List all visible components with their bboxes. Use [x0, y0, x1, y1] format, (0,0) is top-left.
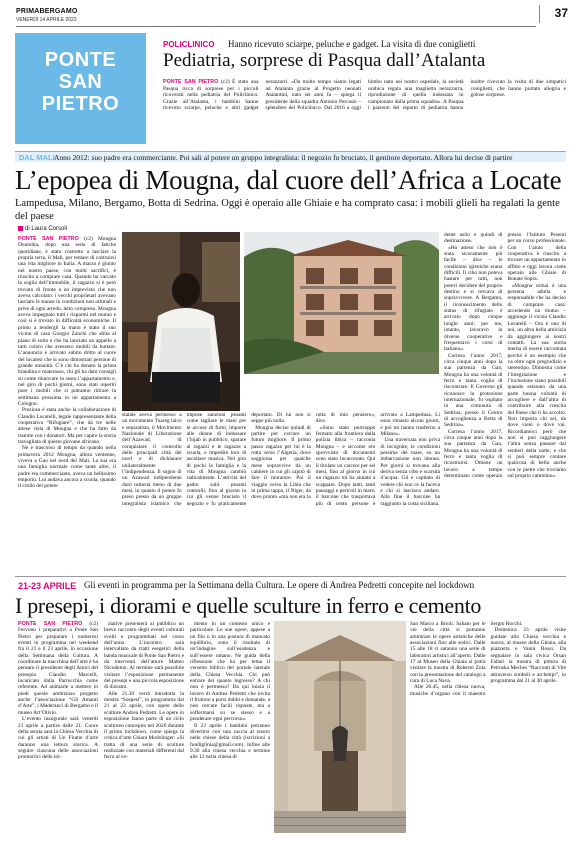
- dateline-code: (c2): [84, 236, 93, 242]
- presepi-columns-right: [410, 621, 566, 833]
- dateline-code: (c2): [220, 79, 230, 85]
- main-kicker: DAL MALI: [19, 153, 55, 162]
- dateline: PONTE SAN PIETRO: [18, 621, 83, 627]
- article-paragraph: dente asilo e quindi di destinazione.: [444, 232, 503, 245]
- article-paragraph: «Sono stato purtroppo fermato alla frontiera dalla polizia libica – racconta Mougna – e siccome ero sprovvisto di documenti sono stato incarcerato. Qui il titolato un carcere per sei mesi, fino al giorno in cui un ragazzo mi ha aiutato a scappare. Dopo tanti, tanti passaggi e pericoli in mare, il barcone che trasportava più di cento persone è arrivato a Lampedusa. Lì sono rimasto alcuni giorni, e poi mi hanno trasferito a Milano».: [315, 412, 440, 507]
- section-label-line: SAN: [58, 71, 103, 93]
- paragraph-text: È stato una Pasqua ricca di sorprese per i piccoli ricoverati nella pediatria del Policlinico. Grazie all’Atalanta, i bambini hanno ricevuto sciarpe, peluche e altri gadget nerazzurri. «Da molto tempo siamo legati ad Atalanta grazie al Progetto neonati Atalantini, nato sei anni fa – spiega il presidente della squadra Antonio Percassi – splendore del Policlinico. Dal 2016 a oggi bimbo nato nei nostro ospedale, la società orobica regala una maglietta nerazzurra, riproduzione di quella indossata in campionato dalla prima squadra». A Pasqua i pazienti del reparto di pediatria hanno inoltre ricevuto la visita di due simpatici coniglietti, che hanno portato allegria e golose sorprese.: [163, 79, 566, 111]
- dateline-code: (c2): [89, 621, 98, 627]
- sculpture-illustration: [274, 621, 406, 833]
- article-paragraph: Ne è trascorso di tempo da quando nella primavera 2012 Mougna, allora ventenne, viveva a Gao nel nord del Mali. La sua era una famiglia normale come tante altre, il padre era commerciante, aveva un bellissimo emporio. Lui andava ancora a scuola, quando il crollo del potere: [18, 445, 116, 490]
- article-paragraph: San Marco a Brioli. Sabato per le vie della città si potranno ammirare le opere artistiche delle associazioni fino alle sedici. Dalle 15 alle 18 ci saranno una serie di laboratori artistici all’aperto. Dalle 17 al Museo della Ghiaia si potrà visitare la mostra di Roberto Zola con la presentazione del catalogo a cura di Luca Nava.: [410, 621, 486, 685]
- article-paragraph: ziative presenterà al pubblico un breve racconto degli eventi culturali svolti e programmati nel corso dell’anno. L’incontro sarà intervallato da tratti esegetici della banda musicale di Ponte San Pietro e da interventi dell’attore Matteo Nicodemo. Al termine sarà possibile visitare l’esposizione permanente del presepi e una piccola esposizione di diorami.: [104, 621, 184, 691]
- article-paragraph: Alle 21.30 verrà introdotta la mostra “Sospesi”, in programma dal 21 al 23 aprile, con opere dello scultore Andrea Pedretti. Le opere in esposizione fanno parte di un ciclo scultoreo concepito nel 2020 durante il primo lockdown, come spiega la critica d’arte Chiara Modolinger: «Si tratta di una serie di sculture realizzate con materiali differenti dal ferro al ce-: [104, 690, 184, 761]
- paragraph-text: Fervono i preparativi a Ponte San Pietro per preparare i numerosi eventi in programma nel weekend fra il 21 e il 23 aprile, in occasione della Settimana della Cultura. A coordinare la macchina dell’arte è ha pensato il presidente degli Amici del presepio Claudio Marcelli, incaricato dalla Parrocchia come referente. Ad animarle a mettere in piedi questo ambizioso progetto anche l’associazione “Gli Amanti d’Arte”, i Maderanci di Bergamo e il museo Art’Olivio.: [18, 627, 98, 716]
- byline-text: di Laura Corsoli: [25, 226, 68, 232]
- newspaper-name: PRIMABERGAMO: [16, 8, 78, 15]
- policlinico-body: [163, 79, 566, 143]
- presepi-subhead: Gli eventi in programma per la Settimana della Cultura. Le opere di Andrea Pedretti concepite nel lockdown: [84, 580, 475, 590]
- main-column-1: [18, 236, 116, 568]
- dateline: PONTE SAN PIETRO: [163, 79, 219, 85]
- article-paragraph: L’evento inaugurale sarà venerdì 21 aprile a partire dalle 21. Cuore della serata sarà la Chiesa Vecchia di cui gli artisti di Un Fiume d’arte daranno una lettura storica. A seguire ciascuna delle associazioni promotrici delle ini-: [18, 716, 98, 761]
- byline-marker-icon: [18, 226, 23, 231]
- building-illustration: [244, 232, 439, 374]
- page-number: 37: [554, 6, 568, 20]
- section-label: [15, 49, 146, 115]
- section-label-line: PIETRO: [41, 93, 120, 115]
- policlinico-subhead: Hanno ricevuto sciarpe, peluche e gadget. La visita di due coniglietti: [228, 39, 476, 49]
- building-photo: [244, 232, 439, 374]
- article-paragraph: Corresa l’anno 2017, circa cinque anni dopo la sua partenza da Gao, Mougna ha una volontà di ferro e tanta voglia di ricostruirsi. Ottiene un lavoro a tempo determinato come operaio presso l’Istituto Pesenti per un corso professionale. Con l’aiuto della cooperativa è riuscito a trovare un appartamento in affitto e oggi lavora come operaio alle Ghiaie di Bonate Sopra.: [444, 232, 566, 480]
- article-paragraph: Domenica 23 aprile visite guidate alla Chiesa vecchia e nuova, al museo della Ghiaia, alla piazzetta e Vanni Rossi. Da segnalare in sala civica Orsan Fallari la mostra di pittura di Petruska Meches “Racconti di Vite attraverso simboli e archetipi”, in programma dal 21 al 30 aprile.: [490, 627, 566, 685]
- paragraph-text: Mougna Doumbia, dopo una serie di fatiche quotidiane, è stato costretto a lasciare la propria terra, il Mali, per tentare di costruirsi una vita migliore in Italia. A marzo è giunto nel nostro paese, con molti sacrifici, è riuscito a comprare casa. Quando ha varcato la soglia dell’immobile, il ragazzo si è però trovato di fronte a un imprevisto che non aveva calcolato: i vecchi proprietari avevano lasciato le stanze in condizioni non ottimali e prive di ogni arredo, letto compreso. Mougna aveva impegnato tutti i risparmi nel mutuo e così si è trovato in difficoltà economiche. Il primo a tendergli la mano è stato il suo vicino di casa Giorgio Zanchi che abita al piano di sotto e che ha lanciato un appello a tutti coloro che avessero mobili da buttare. L’annuncio è arrivato subito dritto al cuore dei locatesi che si sono dimostrati persone di grande umanità. C’è chi ha donato la prima brandina e materasso, chi gli ha dato consigli su come rinnovare in sesto l’appartamento e, nel giro di pochi giorni, sono stati reperiti pure i mobili che si potranno ritirare la settimana prossima in un appartamento a Cologno.: [18, 236, 116, 407]
- article-paragraph: Il 22 aprile i bambini potranno divertirsi con una caccia al tesoro nelle chiese della città (iscrizioni a fundiglinia@gmail.com). Infine alle 9.30 alla chiesa vecchia e termine alle 12 nella chiesa di: [190, 722, 270, 761]
- portrait-illustration: [122, 232, 240, 411]
- section-label-line: PONTE: [44, 49, 117, 71]
- article-paragraph: «Ho atteso che non è stata sicuramente più facile – dice – le condizioni igieniche erano difficili. Il cibo non poteva bastare per tutti, non potevi decidere del proprio destino e si cercava di sopravvivere. A Bergamo, il riconoscimento dello status di rifugiato è arrivato dopo cinque lunghi anni: per me, intanto, lavoravo in diverse cooperative e frequentavo i corsi di italiano».: [444, 244, 503, 353]
- article-paragraph: Una traversata non priva di incognite, le condizioni pessime del mare, su un imbarcazione non idonea. Per giorni si trovano alla deriva senza cibo e scarsità d’acqua. Gli è capitato di vedere chi non ce la faceva e chi si lasciava andare. Alla fine il barcone ha raggiunto la costa siciliana.: [380, 437, 440, 507]
- page-header: [0, 0, 580, 32]
- issue-date: VENERDÌ 14 APRILE 2023: [16, 17, 77, 23]
- policlinico-headline: Pediatria, sorprese di Pasqua dall’Atalanta: [163, 50, 486, 71]
- main-headline: L’epopea di Mougna, dal cuore dell’Africa a Locate: [15, 165, 562, 195]
- main-columns-lower: [122, 412, 440, 570]
- presepi-headline: I presepi, i diorami e quelle sculture in ferro e cemento: [15, 593, 482, 618]
- article-paragraph: mento in un contesto unico e particolare. Le sue opere, appese a un filo o in una postura di mancato equilibrio, sono il risultato di un’indagine sull’esistenza e sull’essere umano. Ne guida della riflessione che ha per tema il versetto biblico del portale laterale della Chiesa Vecchia. Chi può entrare dei quanto ingresso? A chi non è permesso? Da qui inizia il lavoro di Andrea Pedretti che invita il fruitore a porsi dubbi e domande, a non cercare facili risposte, ma a soffermarsi su se stesso e a ponderare ogni percorso».: [190, 621, 270, 723]
- dateline: PONTE SAN PIETRO: [18, 236, 79, 242]
- sculpture-photo: [274, 621, 406, 833]
- main-strap-text: Anno 2012: suo padre era commerciante. Poi sali al potere un gruppo integralista: il negozio fu bruciato, il genitore deportato. Allora lui decise di partire: [54, 153, 513, 162]
- main-deck: Lampedusa, Milano, Bergamo, Botta di Sedrina. Oggi è operaio alle Ghiaie e ha comprato casa: i mobili glieli ha regalati la gente del paese: [15, 198, 560, 222]
- portrait-photo: [122, 232, 240, 411]
- article-paragraph: Alle 20.45, nella chiesa nuova, musiche d’organo con il maestro Sergio Rocchi.: [410, 621, 523, 697]
- section-divider: [15, 576, 566, 577]
- presepi-kicker: 21-23 APRILE: [18, 581, 77, 591]
- byline: [18, 226, 67, 232]
- article-paragraph: Corresa l’anno 2017, circa cinque anni dopo la sua partenza da Gao, Mougna ha una volontà di ferro e tanta voglia di riscontrare. Il Governo gli riconosce la protezione internazionale, fu ospitato in una comunità di Sedrina, presso il Centro di accoglienza a Botta di Sedrina».: [444, 352, 503, 429]
- policlinico-kicker: POLICLINICO: [163, 40, 215, 49]
- article-paragraph: [163, 79, 566, 112]
- main-strapline: [15, 151, 566, 162]
- header-separator: [539, 5, 540, 23]
- article-paragraph: [18, 621, 98, 716]
- presepi-columns: [18, 621, 270, 833]
- header-rule: [16, 26, 536, 27]
- article-paragraph: statale aveva permesso a un movimento Tuareg laico e separatista, il Movimento Nazionale di Liberazione dell’Azawad, di conquistare il controllo delle principali città del nord e di dichiarare unilateralmente l’indipendenza. Il sogno di un Azawad indipendente durò tuttavia meno di due mesi, in quanto il potere fu preso presto da un gruppo integralista islamico che impose sanzioni pesanti come tagliare le mani per le accuse di furto, imporre alle donne di indossare l’hijab in pubblico, sparare ai ragazzi e le ragazze a scuola, e impedire loro di ascoltare musica. Nel giro di pochi la famiglia e la vita di Mougna cambiò radicalmente. L’attività del padre subì pesanti controlli, fino al giorno in cui gli venne bruciato il negozio e fu praticamente deportato. Di lui non si seppe più nulla.: [122, 412, 311, 507]
- article-paragraph: Preziosa è stata anche la collaborazione di Claudio Locatelli, legale rappresentante della cooperativa “Rifugiare”, che da tre nelle attese vista di Mougna e che ha fatto da tramite con i donatori. Ma per capire la storia travagliata di questo giovane africano.: [18, 407, 116, 445]
- article-paragraph: [18, 236, 116, 407]
- article-paragraph: «Mougna ormai è una persona adulta e responsabile che ha deciso di comprare casa: accedendo un mutuo – aggiunge il vicino Claudio Locatelli – Ora è uno di noi, un altra bella amicizia da aggiungere ai nostri contatti. La sua storia merita di essere raccontata perché è un esempio che va oltre ogni pregiudizio e stereotipo. Dimostra come l’integrazione e l’inclusione siano possibili quando esistono da una parte buona volontà di accogliere e dall’altra di contribuire alla crescita del Paese che ti ha accolto. Non importa chi sei, da dove vieni o dove vai. Ricordiamoci però che non si può raggiungere l’altra senza passare dai sentieri della notte, e che si può sempre contare qualcosa di bello anche con le pietre che troviamo sul proprio cammino».: [507, 282, 566, 480]
- main-columns-right: [444, 232, 566, 569]
- article-paragraph: Mougna decise quindi di partire per cercare un futuro migliore. Il primo passo ragazzo per lui è la rotta verso l’Algeria, dove soggiorna per qualche mese sopravvive da un cantiere in cui gli capitò di fare il muratore. Poi il viaggio verso la Libia che in prima tappa, il Niger, da dove pronto «ma non era la rotta di mio pensiero», dice.: [251, 412, 376, 501]
- section-label-box: [15, 33, 146, 144]
